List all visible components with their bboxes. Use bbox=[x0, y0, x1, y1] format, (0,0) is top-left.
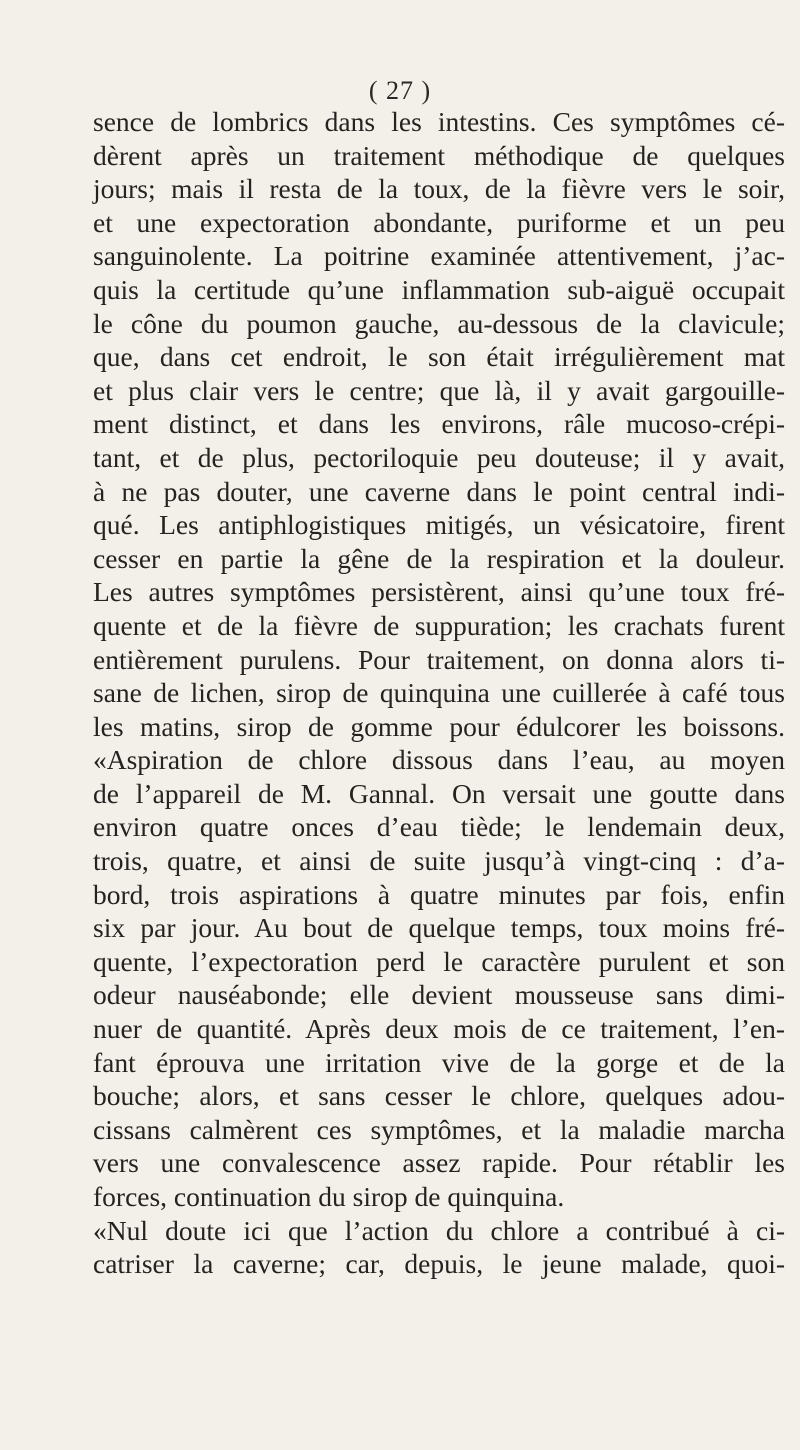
text-line: «Aspiration de chlore dissous dans l’eau, au moyen bbox=[93, 744, 785, 776]
text-line: jours; mais il resta de la toux, de la fièvre vers le soir, bbox=[93, 173, 785, 205]
text-line: quente et de la fièvre de suppuration; les crachats furent bbox=[93, 609, 785, 641]
body-text bbox=[93, 105, 785, 1281]
text-line: vers une convalescence assez rapide. Pour rétablir les bbox=[93, 1147, 785, 1179]
text-line: catriser la caverne; car, depuis, le jeune malade, quoi- bbox=[93, 1248, 785, 1280]
text-line: six par jour. Au bout de quelque temps, toux moins fré- bbox=[93, 912, 785, 944]
text-line: bord, trois aspirations à quatre minutes par fois, enfin bbox=[93, 878, 785, 910]
text-line: qué. Les antiphlogistiques mitigés, un vésicatoire, firent bbox=[93, 509, 785, 541]
text-line: et une expectoration abondante, puriforme et un peu bbox=[93, 206, 785, 238]
text-line: quente, l’expectoration perd le caractère purulent et son bbox=[93, 945, 785, 977]
text-line: sane de lichen, sirop de quinquina une cuillerée à café tous bbox=[93, 677, 785, 709]
text-line: ment distinct, et dans les environs, râle mucoso-crépi- bbox=[93, 408, 785, 440]
text-line: à ne pas douter, une caverne dans le point central indi- bbox=[93, 475, 785, 507]
text-line: le cône du poumon gauche, au-dessous de la clavicule; bbox=[93, 307, 785, 339]
text-line: nuer de quantité. Après deux mois de ce traitement, l’en- bbox=[93, 1013, 785, 1045]
text-line: dèrent après un traitement méthodique de quelques bbox=[93, 139, 785, 171]
page-number: ( 27 ) bbox=[368, 76, 432, 105]
text-line: cesser en partie la gêne de la respiration et la douleur. bbox=[93, 542, 785, 574]
text-line: entièrement purulens. Pour traitement, on donna alors ti- bbox=[93, 643, 785, 675]
text-line: quis la certitude qu’une inflammation sub-aiguë occupait bbox=[93, 273, 785, 305]
text-line: sanguinolente. La poitrine examinée attentivement, j’ac- bbox=[93, 240, 785, 272]
text-line: tant, et de plus, pectoriloquie peu douteuse; il y avait, bbox=[93, 441, 785, 473]
text-line: bouche; alors, et sans cesser le chlore, quelques adou- bbox=[93, 1080, 785, 1112]
text-line: que, dans cet endroit, le son était irrégulièrement mat bbox=[93, 341, 785, 373]
text-line: les matins, sirop de gomme pour édulcorer les boissons. bbox=[93, 710, 785, 742]
text-line: fant éprouva une irritation vive de la gorge et de la bbox=[93, 1046, 785, 1078]
text-line: Les autres symptômes persistèrent, ainsi qu’une toux fré- bbox=[93, 576, 785, 608]
text-line: et plus clair vers le centre; que là, il y avait gargouille- bbox=[93, 374, 785, 406]
text-line: cissans calmèrent ces symptômes, et la maladie marcha bbox=[93, 1113, 785, 1145]
text-line: odeur nauséabonde; elle devient mousseuse sans dimi- bbox=[93, 979, 785, 1011]
text-line: sence de lombrics dans les intestins. Ces symptômes cé- bbox=[93, 106, 785, 137]
text-line: trois, quatre, et ainsi de suite jusqu’à vingt-cinq : d’a- bbox=[93, 845, 785, 877]
text-line: «Nul doute ici que l’action du chlore a contribué à ci- bbox=[93, 1214, 785, 1246]
text-line: de l’appareil de M. Gannal. On versait une goutte dans bbox=[93, 777, 785, 809]
text-line: environ quatre onces d’eau tiède; le lendemain deux, bbox=[93, 811, 785, 843]
text-line: forces, continuation du sirop de quinquina. bbox=[93, 1181, 565, 1212]
